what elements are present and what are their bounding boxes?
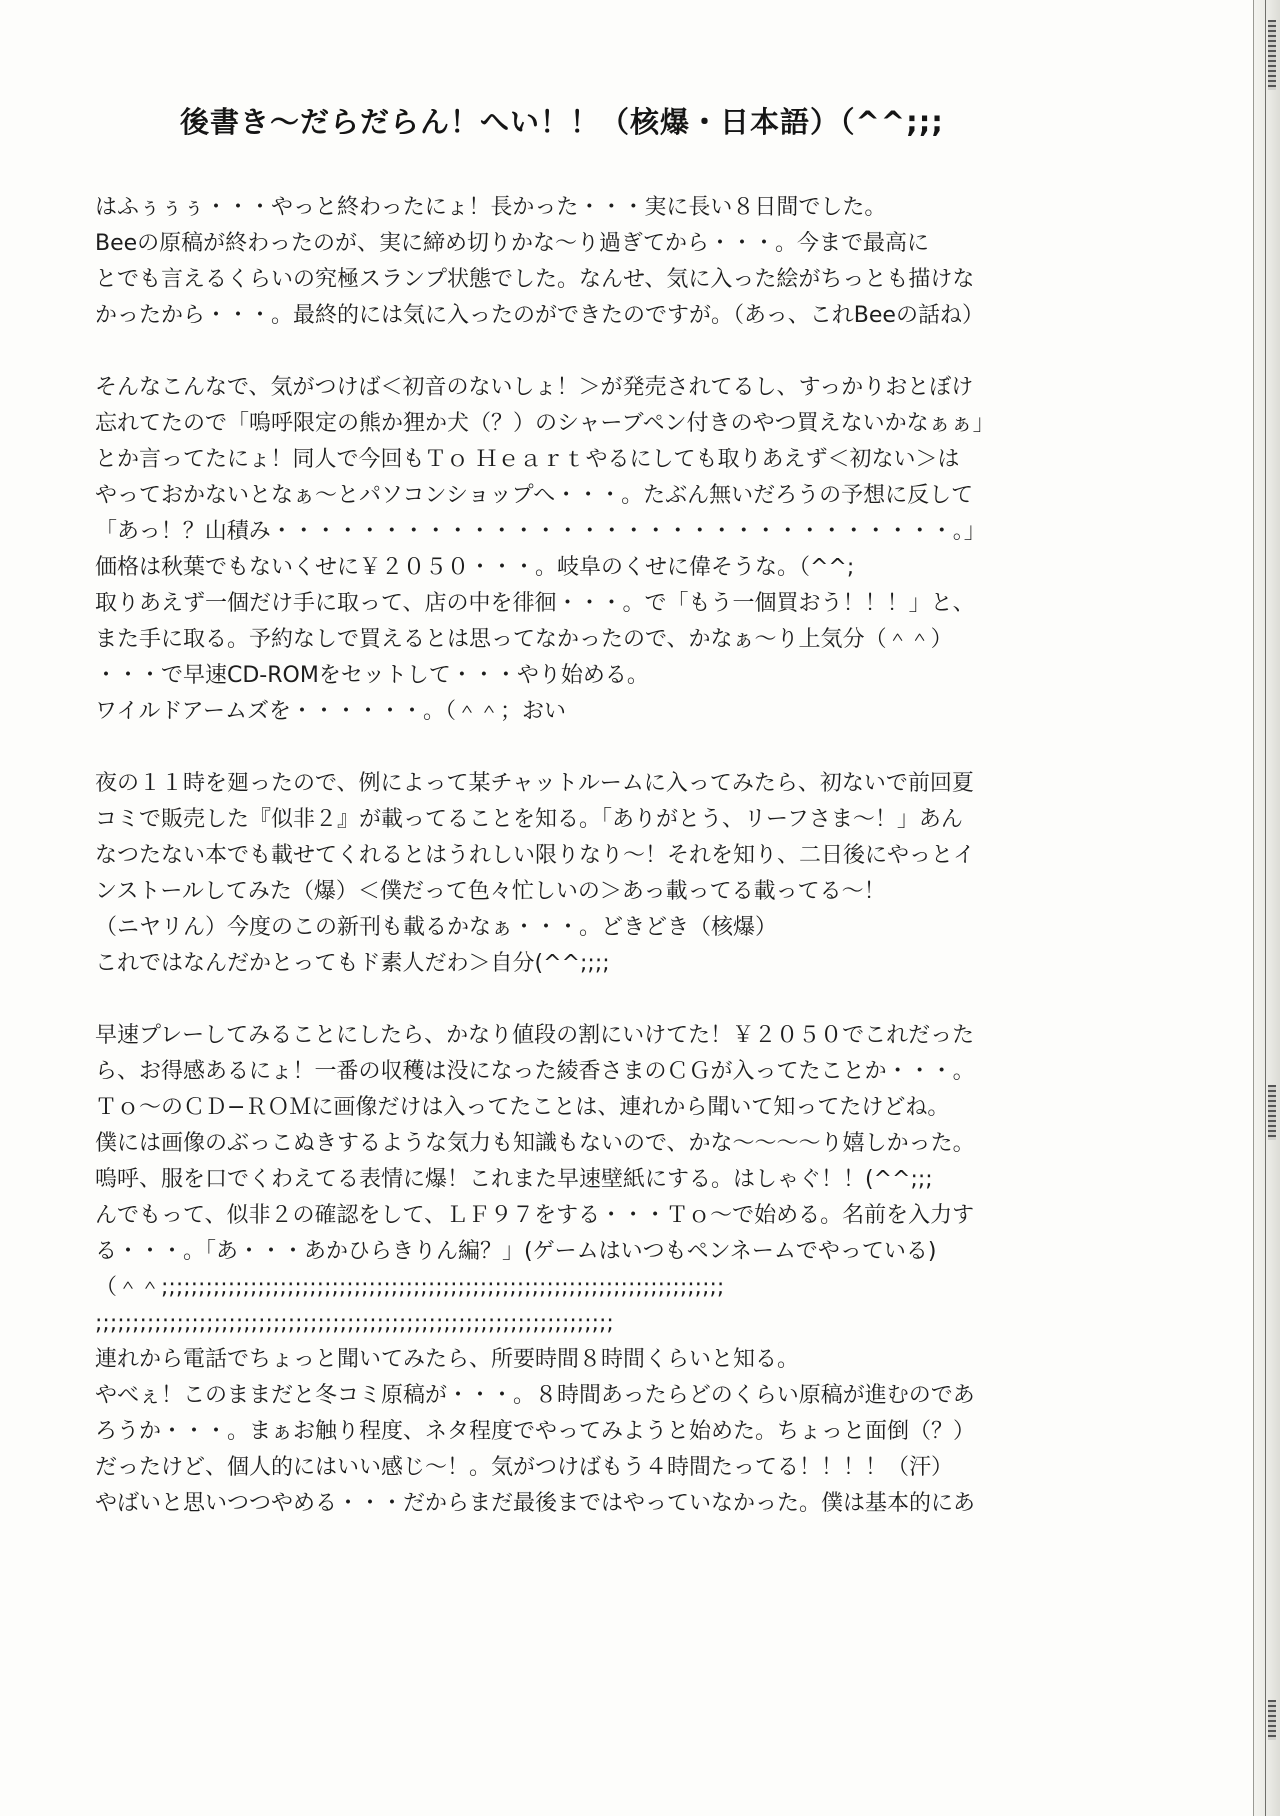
text-line: ;;;;;;;;;;;;;;;;;;;;;;;;;;;;;;;;;;;;;;;;;;;;;;;;;;;;;;;;;;;;;;;;;;;;;; <box>95 1311 614 1336</box>
afterword-title: 後書き〜だらだらん！へい！！（核爆・日本語）（^^;;; <box>180 105 944 139</box>
text-line: 僕には画像のぶっこぬきするような気力も知識もないので、かな〜〜〜〜り嬉しかった。 <box>95 1131 975 1156</box>
text-line: ワイルドアームズを・・・・・・。（＾＾；おい <box>95 699 567 724</box>
text-line: やばいと思いつつやめる・・・だからまだ最後まではやっていなかった。僕は基本的にあ <box>95 1491 976 1516</box>
text-line: ら、お得感あるにょ！一番の収穫は没になった綾香さまのＣＧが入ってたことか・・・。 <box>95 1059 975 1084</box>
text-line: 忘れてたので「嗚呼限定の熊か狸か犬（？）のシャーブペン付きのやつ買えないかなぁぁ」 <box>95 411 995 436</box>
page-binding-line <box>1265 0 1266 1816</box>
text-line: 夜の１１時を廻ったので、例によって某チャットルームに入ってみたら、初ないで前回夏 <box>95 771 974 796</box>
text-line: 嗚呼、服を口でくわえてる表情に爆！これまた早速壁紙にする。はしゃぐ！！(^^;;; <box>95 1167 933 1192</box>
text-line: かったから・・・。最終的には気に入ったのができたのですが。（あっ、これBeeの話ね） <box>95 303 984 328</box>
text-line: 早速プレーしてみることにしたら、かなり値段の割にいけてた！￥２０５０でこれだった <box>95 1023 975 1048</box>
binding-mark <box>1268 1700 1276 1740</box>
text-line: 「あっ！？山積み・・・・・・・・・・・・・・・・・・・・・・・・・・・・・・・。」 <box>95 519 986 544</box>
text-line: とでも言えるくらいの究極スランプ状態でした。なんせ、気に入った絵がちっとも描けな <box>95 267 975 292</box>
paragraph-gap <box>95 982 1145 1018</box>
page-binding-edge <box>1253 0 1280 1816</box>
text-line: これではなんだかとってもド素人だわ＞自分(^^;;;; <box>95 951 610 976</box>
text-line: んでもって、似非２の確認をして、ＬＦ９７をする・・・Ｔｏ〜で始める。名前を入力す <box>95 1203 975 1228</box>
text-line: なつたない本でも載せてくれるとはうれしい限りなり〜！それを知り、二日後にやっとイ <box>95 843 976 868</box>
binding-mark <box>1268 1085 1276 1140</box>
text-line: ンストールしてみた（爆）＜僕だって色々忙しいの＞あっ載ってる載ってる〜！ <box>95 879 886 904</box>
text-line: コミで販売した『似非２』が載ってることを知る。「ありがとう、リーフさま〜！」あん <box>95 807 963 832</box>
text-line: とか言ってたにょ！同人で今回もＴｏ Ｈｅａｒｔやるにしても取りあえず＜初ない＞は <box>95 447 960 472</box>
binding-mark <box>1268 20 1276 90</box>
text-line: 取りあえず一個だけ手に取って、店の中を徘徊・・・。で「もう一個買おう！！！」と、 <box>95 591 975 616</box>
text-line: また手に取る。予約なしで買えるとは思ってなかったので、かなぁ〜り上気分（＾＾） <box>95 627 953 652</box>
paragraph <box>95 766 1145 982</box>
paragraph <box>95 370 1145 730</box>
text-line: だったけど、個人的にはいい感じ〜！。気がつけばもう４時間たってる！！！！（汗） <box>95 1455 954 1480</box>
text-line: Beeの原稿が終わったのが、実に締め切りかな〜り過ぎてから・・・。今まで最高に <box>95 231 929 256</box>
text-line: はふぅぅぅ・・・やっと終わったにょ！長かった・・・実に長い８日間でした。 <box>95 195 887 220</box>
paragraph-gap <box>95 334 1145 370</box>
text-line: （＾＾;;;;;;;;;;;;;;;;;;;;;;;;;;;;;;;;;;;;;;;;;;;;;;;;;;;;;;;;;;;;;;;;;;;;;;;;;;;; <box>95 1275 725 1300</box>
text-line: る・・・。「あ・・・あかひらきりん編？」(ゲームはいつもペンネームでやっている) <box>95 1239 937 1264</box>
text-line: 連れから電話でちょっと聞いてみたら、所要時間８時間くらいと知る。 <box>95 1347 800 1372</box>
text-line: やっておかないとなぁ〜とパソコンショップへ・・・。たぶん無いだろうの予想に反して <box>95 483 974 508</box>
afterword-body <box>95 190 1145 1522</box>
text-line: ・・・で早速CD-ROMをセットして・・・やり始める。 <box>95 663 649 688</box>
paragraph-gap <box>95 730 1145 766</box>
paragraph <box>95 190 1145 334</box>
paragraph <box>95 1018 1145 1522</box>
text-line: Ｔｏ〜のＣＤ−ＲＯＭに画像だけは入ってたことは、連れから聞いて知ってたけどね。 <box>95 1095 950 1120</box>
text-line: そんなこんなで、気がつけば＜初音のないしょ！＞が発売されてるし、すっかりおとぼけ <box>95 375 974 400</box>
text-line: 価格は秋葉でもないくせに￥２０５０・・・。岐阜のくせに偉そうな。（^^; <box>95 555 855 580</box>
text-line: （ニヤリん）今度のこの新刊も載るかなぁ・・・。どきどき（核爆） <box>95 915 778 940</box>
text-line: やべぇ！このままだと冬コミ原稿が・・・。８時間あったらどのくらい原稿が進むのであ <box>95 1383 975 1408</box>
text-line: ろうか・・・。まぁお触り程度、ネタ程度でやってみようと始めた。ちょっと面倒（？） <box>95 1419 976 1444</box>
